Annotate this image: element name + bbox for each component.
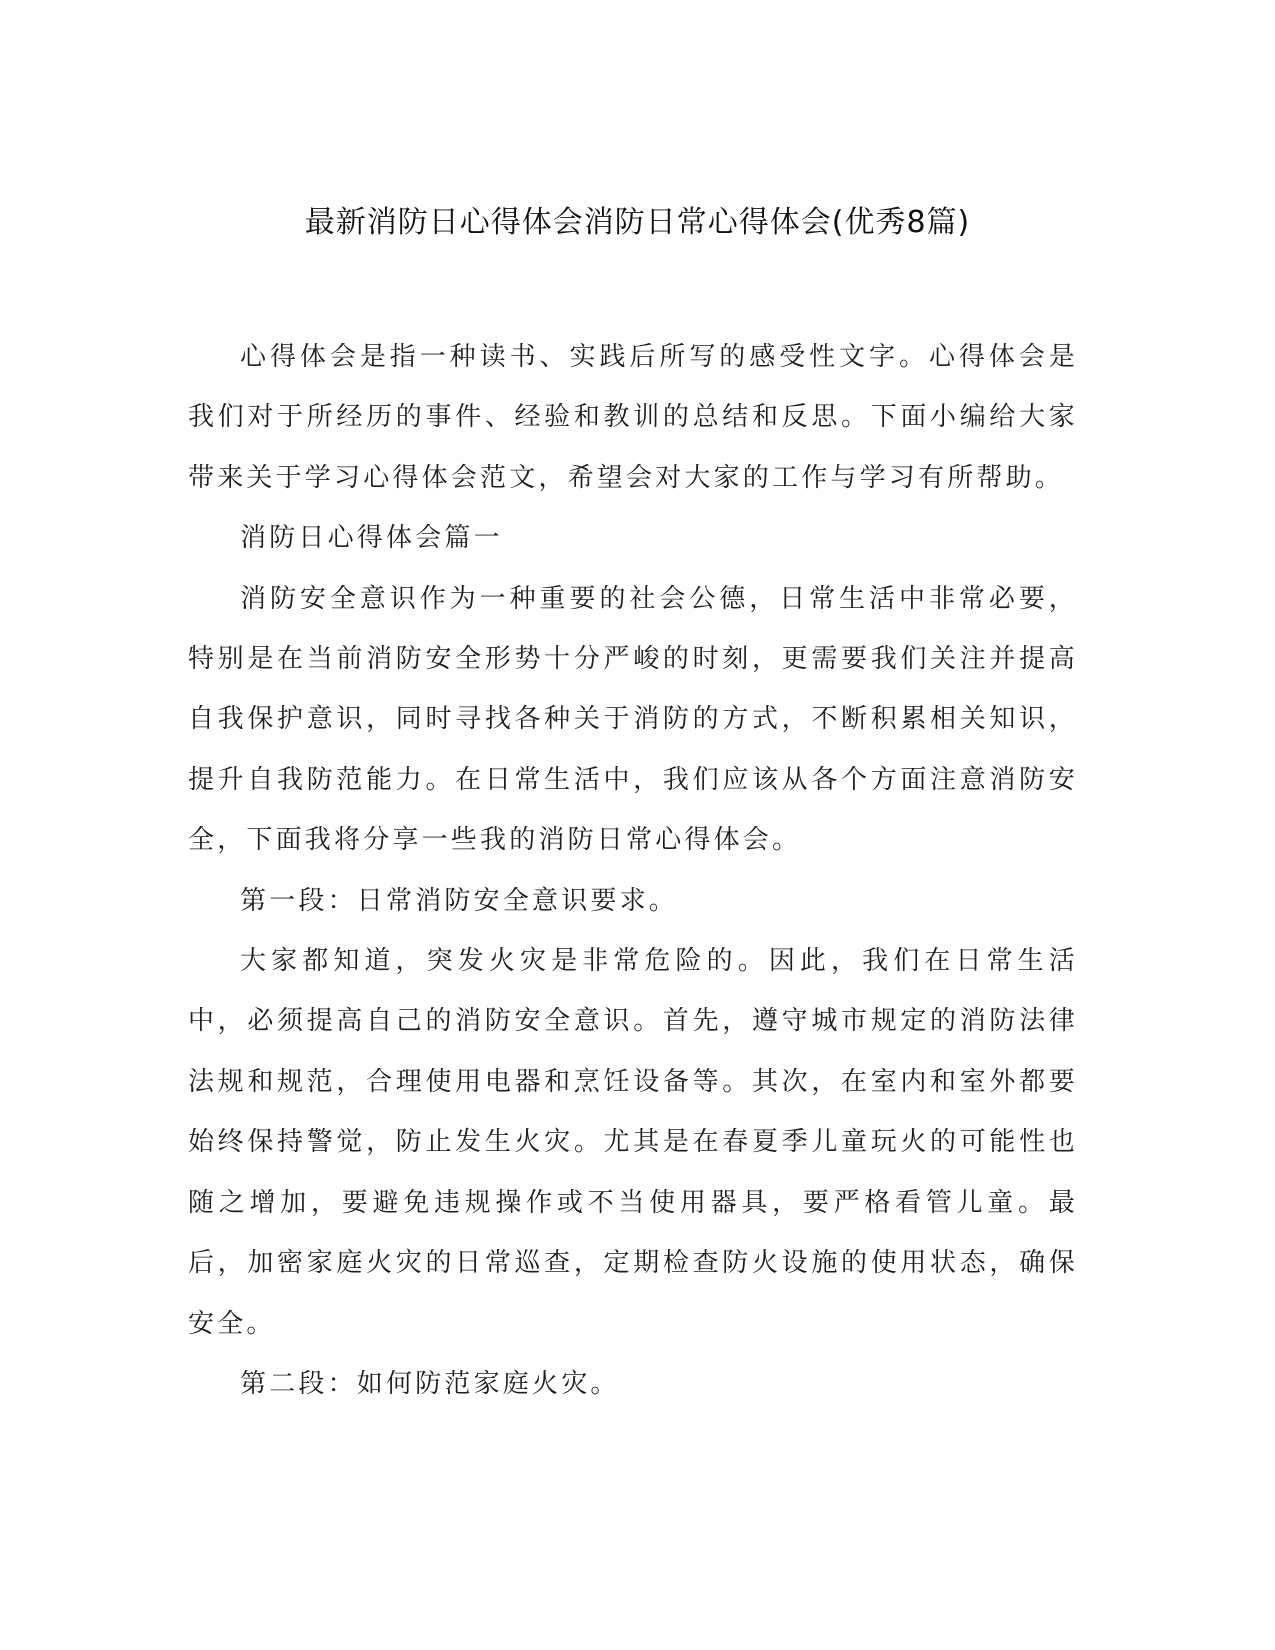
section-heading-stage-one: 第一段：日常消防安全意识要求。: [240, 885, 679, 916]
document-body: [188, 327, 1078, 1414]
section-heading-stage-two: 第二段：如何防范家庭火灾。: [240, 1368, 620, 1399]
body-paragraph: 大家都知道，突发火灾是非常危险的。因此，我们在日常生活中，必须提高自己的消防安全意识。首先，遵守城市规定的消防法律法规和规范，合理使用电器和烹饪设备等。其次，在室内和室外都要始终保持警觉，防止发生火灾。尤其是在春夏季儿童玩火的可能性也随之增加，要避免违规操作或不当使用器具，要严格看管儿童。最后，加密家庭火灾的日常巡查，定期检查防火设施的使用状态，确保安全。: [188, 946, 1078, 1339]
document-title: 最新消防日心得体会消防日常心得体会(优秀8篇): [304, 205, 971, 240]
body-paragraph: 消防安全意识作为一种重要的社会公德，日常生活中非常必要，特别是在当前消防安全形势十分严峻的时刻，更需要我们关注并提高自我保护意识，同时寻找各种关于消防的方式，不断积累相关知识，提升自我防范能力。在日常生活中，我们应该从各个方面注意消防安全，下面我将分享一些我的消防日常心得体会。: [188, 583, 1078, 856]
section-heading-part-one: 消防日心得体会篇一: [240, 523, 503, 554]
intro-paragraph: 心得体会是指一种读书、实践后所写的感受性文字。心得体会是我们对于所经历的事件、经验和教训的总结和反思。下面小编给大家带来关于学习心得体会范文，希望会对大家的工作与学习有所帮助。: [188, 342, 1078, 493]
